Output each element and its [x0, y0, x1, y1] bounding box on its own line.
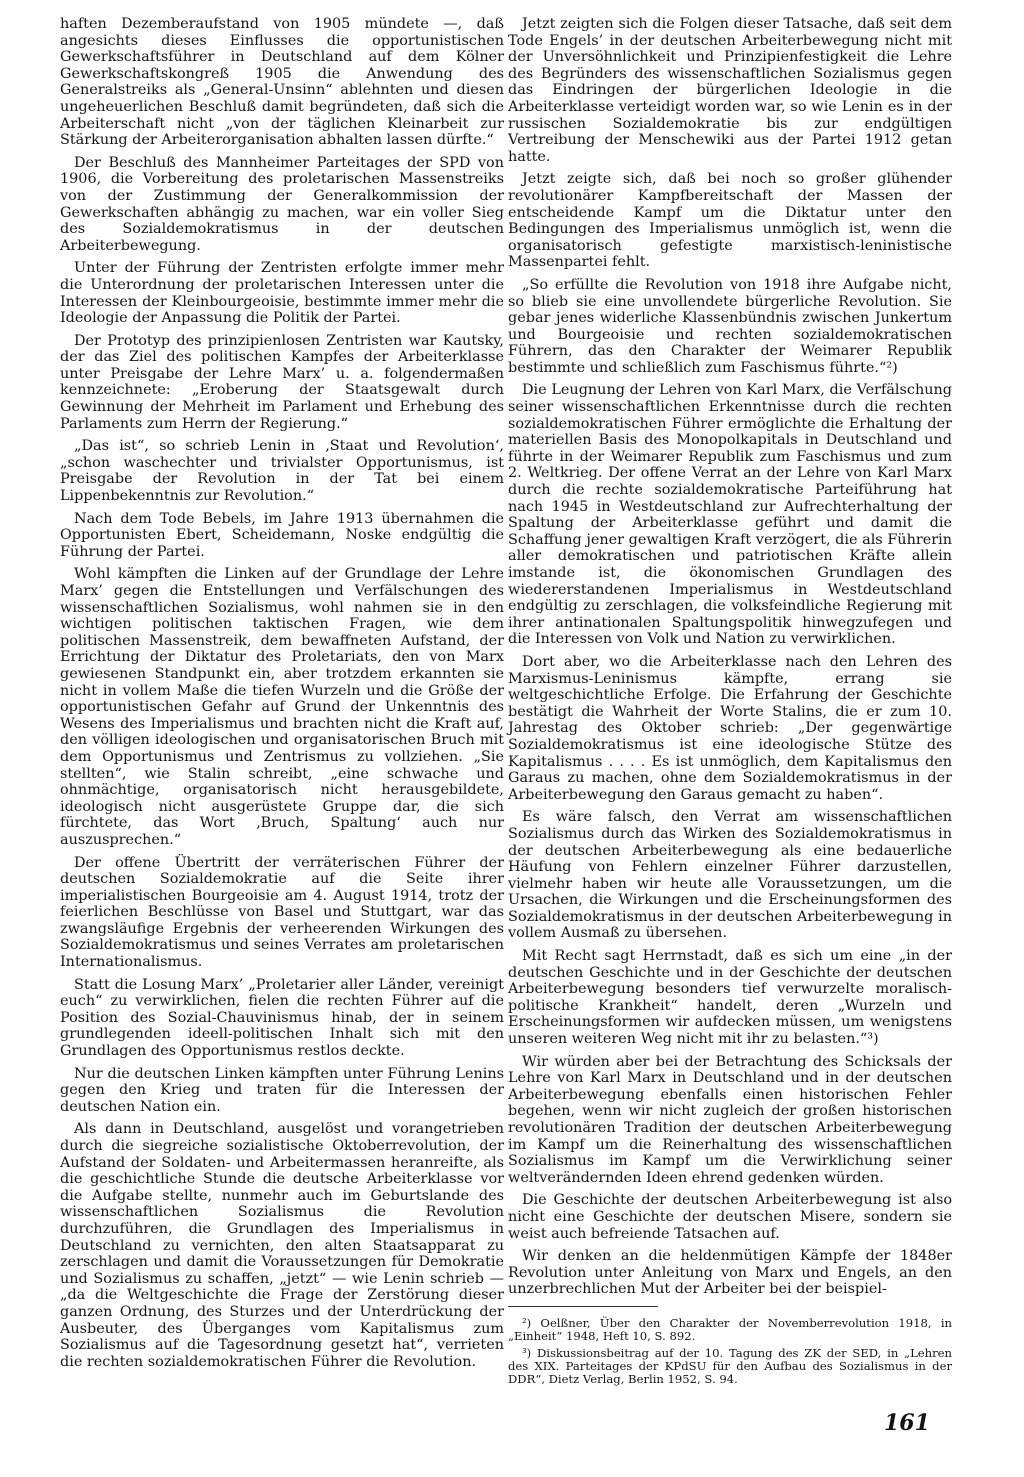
paragraph: Der Prototyp des prinzipienlosen Zentristen war Kautsky, der das Ziel des politischen Kampfes der Arbeiterklasse unter Preisgabe der Lehre Marx’ u. a. folgendermaßen kennzeichnete: „Eroberung der Staatsgewalt durch Gewinnung der Mehrheit im Parlament und Erhebung des Parlaments zum Herrn der Regierung.“ [60, 332, 504, 432]
paragraph: „So erfüllte die Revolution von 1918 ihre Aufgabe nicht, so blieb sie eine unvollendete bürgerliche Revolution. Sie gebar jenes widerliche Klassenbündnis zwischen Junkertum und Bourgeoisie und rechten sozialdemokratischen Führern, das den Charakter der Weimarer Republik bestimmte und schließlich zum Faschismus führte.“²) [508, 276, 952, 376]
paragraph: Unter der Führung der Zentristen erfolgte immer mehr die Unterordnung der proletarischen Interessen unter die Interessen der Kleinbourgeoisie, bestimmte immer mehr die Ideologie der Anpassung die Politik der Partei. [60, 260, 504, 327]
paragraph: Dort aber, wo die Arbeiterklasse nach den Lehren des Marxismus-Leninismus kämpfte, errang sie weltgeschichtliche Erfolge. Die Erfahrung der Geschichte bestätigt die Wahrheit der Worte Stalins, die er zum 10. Jahrestag des Oktober schrieb: „Der gegenwärtige Sozialdemokratismus ist eine ideologische Stütze des Kapitalismus . . . . Es ist unmöglich, dem Kapitalismus den Garaus zu machen, ohne dem Sozialdemokratismus in der Arbeiterbewegung den Garaus gemacht zu haben“. [508, 653, 952, 803]
paragraph: Nach dem Tode Bebels, im Jahre 1913 übernahmen die Opportunisten Ebert, Scheidemann, Noske endgültig die Führung der Partei. [60, 510, 504, 560]
left-column [60, 16, 504, 1376]
footnotes [508, 1317, 952, 1386]
paragraph: Statt die Losung Marx’ „Proletarier aller Länder, vereinigt euch“ zu verwirklichen, fielen die rechten Führer auf die Position des Sozial-Chauvinismus hinab, der in seinem grundlegenden ideell-politischen Inhalt sich mit den Grundlagen des Opportunismus restlos deckte. [60, 976, 504, 1060]
paragraph: Es wäre falsch, den Verrat am wissenschaftlichen Sozialismus durch das Wirken des Sozialdemokratismus in der deutschen Arbeiterbewegung als eine bedauerliche Häufung von Fehlern einzelner Führer darzustellen, vielmehr haben wir heute alle Voraussetzungen, um die Ursachen, die Wirkungen und die Erscheinungsformen des Sozialdemokratismus in der deutschen Arbeiterbewegung in vollem Ausmaß zu übersehen. [508, 809, 952, 942]
paragraph: haften Dezemberaufstand von 1905 mündete —, daß angesichts dieses Einflusses die opportunistischen Gewerkschaftsführer in Deutschland auf dem Kölner Gewerkschaftskongreß 1905 die Anwendung des Generalstreiks als „General-Unsinn“ ablehnten und diesen ungeheuerlichen Beschluß damit begründeten, daß sich die Arbeiterschaft nicht „von der täglichen Kleinarbeit zur Stärkung der Arbeiterorganisation abhalten lassen dürfte.“ [60, 16, 504, 149]
paragraph: Jetzt zeigten sich die Folgen dieser Tatsache, daß seit dem Tode Engels’ in der deutschen Arbeiterbewegung nicht mit der Unversöhnlichkeit und Prinzipienfestigkeit die Lehre des Begründers des wissenschaftlichen Sozialismus gegen das Eindringen der bürgerlichen Ideologie in die Arbeiterklasse verteidigt worden war, so wie Lenin es in der russischen Sozialdemokratie bis zur endgültigen Vertreibung der Menschewiki aus der Partei 1912 getan hatte. [508, 16, 952, 165]
paragraph: Wir denken an die heldenmütigen Kämpfe der 1848er Revolution unter Anleitung von Marx und Engels, an den unzerbrechlichen Mut der Arbeiter bei der beispiel- [508, 1248, 952, 1298]
paragraph: Wohl kämpften die Linken auf der Grundlage der Lehre Marx’ gegen die Entstellungen und Verfälschungen des wissenschaftlichen Sozialismus, wohl nahmen sie in den wichtigen politischen taktischen Fragen, wie dem politischen Massenstreik, dem bewaffneten Aufstand, der Errichtung der Diktatur des Proletariats, den von Marx gewiesenen Standpunkt ein, aber trotzdem erkannten sie nicht in vollem Maße die tiefen Wurzeln und die Größe der opportunistischen Gefahr auf Grund der Unkenntnis des Wesens des Imperialismus und brachten nicht die Kraft auf, den völligen ideologischen und organisatorischen Bruch mit dem Opportunismus und Zentrismus zu vollziehen. „Sie stellten“, wie Stalin schreibt, „eine schwache und ohnmächtige, organisatorisch nicht herausgebildete, ideologisch nicht ausgerüstete Gruppe dar, die sich fürchtete, das Wort ‚Bruch, Spaltung‘ auch nur auszusprechen.“ [60, 566, 504, 848]
footnote: ³) Diskussionsbeitrag auf der 10. Tagung des ZK der SED, in „Lehren des XIX. Parteitages der KPdSU für den Aufbau des Sozialismus in der DDR“, Dietz Verlag, Berlin 1952, S. 94. [508, 1345, 952, 1386]
footnote-divider [508, 1306, 658, 1313]
footnote: ²) Oelßner, Über den Charakter der Novemberrevolution 1918, in „Einheit“ 1948, Heft 10, S. 892. [508, 1315, 952, 1343]
paragraph: Der offene Übertritt der verräterischen Führer der deutschen Sozialdemokratie auf die Seite ihrer imperialistischen Bourgeoisie am 4. August 1914, trotz der feierlichen Beschlüsse von Basel und Stuttgart, war das zwangsläufige Ergebnis der verheerenden Wirkungen des Sozialdemokratismus und seines Verrates am proletarischen Internationalismus. [60, 854, 504, 971]
page-number: 161 [884, 1410, 930, 1436]
paragraph: Jetzt zeigte sich, daß bei noch so großer glühender revolutionärer Kampfbereitschaft der Massen der entscheidende Kampf um die Diktatur unter den Bedingungen des Imperialismus unmöglich ist, wenn die organisatorisch gefestigte marxistisch-leninistische Massenpartei fehlt. [508, 171, 952, 271]
paragraph: Als dann in Deutschland, ausgelöst und vorangetrieben durch die siegreiche sozialistische Oktoberrevolution, der Aufstand der Soldaten- und Arbeitermassen heranreifte, als die geschichtliche Stunde die deutsche Arbeiterklasse vor die Aufgabe stellte, nunmehr auch im Geburtslande des wissenschaftlichen Sozialismus die Revolution durchzuführen, die Grundlagen des Imperialismus in Deutschland zu vernichten, den alten Staatsapparat zu zerschlagen und damit die Voraussetzungen für Demokratie und Sozialismus zu schaffen, „jetzt“ — wie Lenin schrieb — „da die Weltgeschichte die Frage der Zerstörung dieser ganzen Ordnung, des Sturzes und der Unterdrückung der Ausbeuter, des Überganges vom Kapitalismus zum Sozialismus auf die Tagesordnung gesetzt hat“, verrieten die rechten sozialdemokratischen Führer die Revolution. [60, 1121, 504, 1370]
paragraph: Wir würden aber bei der Betrachtung des Schicksals der Lehre von Karl Marx in Deutschland und in der deutschen Arbeiterbewegung ebenfalls einen historischen Fehler begehen, wenn wir nicht zugleich der großen historischen revolutionären Tradition der deutschen Arbeiterbewegung im Kampf um die Reinerhaltung des wissenschaftlichen Sozialismus im Kampf um die Verwirklichung seiner weltverändernden Ideen ehrend gedenken würden. [508, 1053, 952, 1186]
paragraph: „Das ist“, so schrieb Lenin in ‚Staat und Revolution‘, „schon waschechter und trivialster Opportunismus, ist Preisgabe der Revolution in der Tat bei einem Lippenbekenntnis zur Revolution.“ [60, 438, 504, 505]
paragraph: Nur die deutschen Linken kämpften unter Führung Lenins gegen den Krieg und traten für die Interessen der deutschen Nation ein. [60, 1065, 504, 1115]
paragraph: Mit Recht sagt Herrnstadt, daß es sich um eine „in der deutschen Geschichte und in der Geschichte der deutschen Arbeiterbewegung besonders tief verwurzelte moralisch-politische Krankheit“ handelt, deren „Wurzeln und Erscheinungsformen wir aufdecken müssen, um wenigstens unseren weiteren Weg nicht mit ihr zu belasten.“³) [508, 948, 952, 1048]
right-column [508, 16, 952, 1386]
paragraph: Die Leugnung der Lehren von Karl Marx, die Verfälschung seiner wissenschaftlichen Erkenntnisse durch die rechten sozialdemokratischen Führer ermöglichte die Erhaltung der materiellen Basis des Monopolkapitals in Deutschland und führte in der Weimarer Republik zum Faschismus und zum 2. Weltkrieg. Der offene Verrat an der Lehre von Karl Marx durch die rechte sozialdemokratische Parteiführung hat nach 1945 in Westdeutschland zur Aufrechterhaltung der Spaltung der Arbeiterklasse geführt und damit die Schaffung jener gewaltigen Kraft verzögert, die als Führerin aller demokratischen und patriotischen Kräfte allein imstande ist, die ökonomischen Grundlagen des wiedererstandenen Imperialismus in Westdeutschland endgültig zu zerschlagen, die volksfeindliche Regierung mit ihrer antinationalen Spaltungspolitik hinwegzufegen und die Interessen von Volk und Nation zu verwirklichen. [508, 382, 952, 648]
paragraph: Die Geschichte der deutschen Arbeiterbewegung ist also nicht eine Geschichte der deutschen Misere, sondern sie weist auch befreiende Tatsachen auf. [508, 1192, 952, 1242]
paragraph: Der Beschluß des Mannheimer Parteitages der SPD von 1906, die Vorbereitung des proletarischen Massenstreiks von der Zustimmung der Generalkommission der Gewerkschaften abhängig zu machen, war ein voller Sieg des Sozialdemokratismus in der deutschen Arbeiterbewegung. [60, 154, 504, 254]
